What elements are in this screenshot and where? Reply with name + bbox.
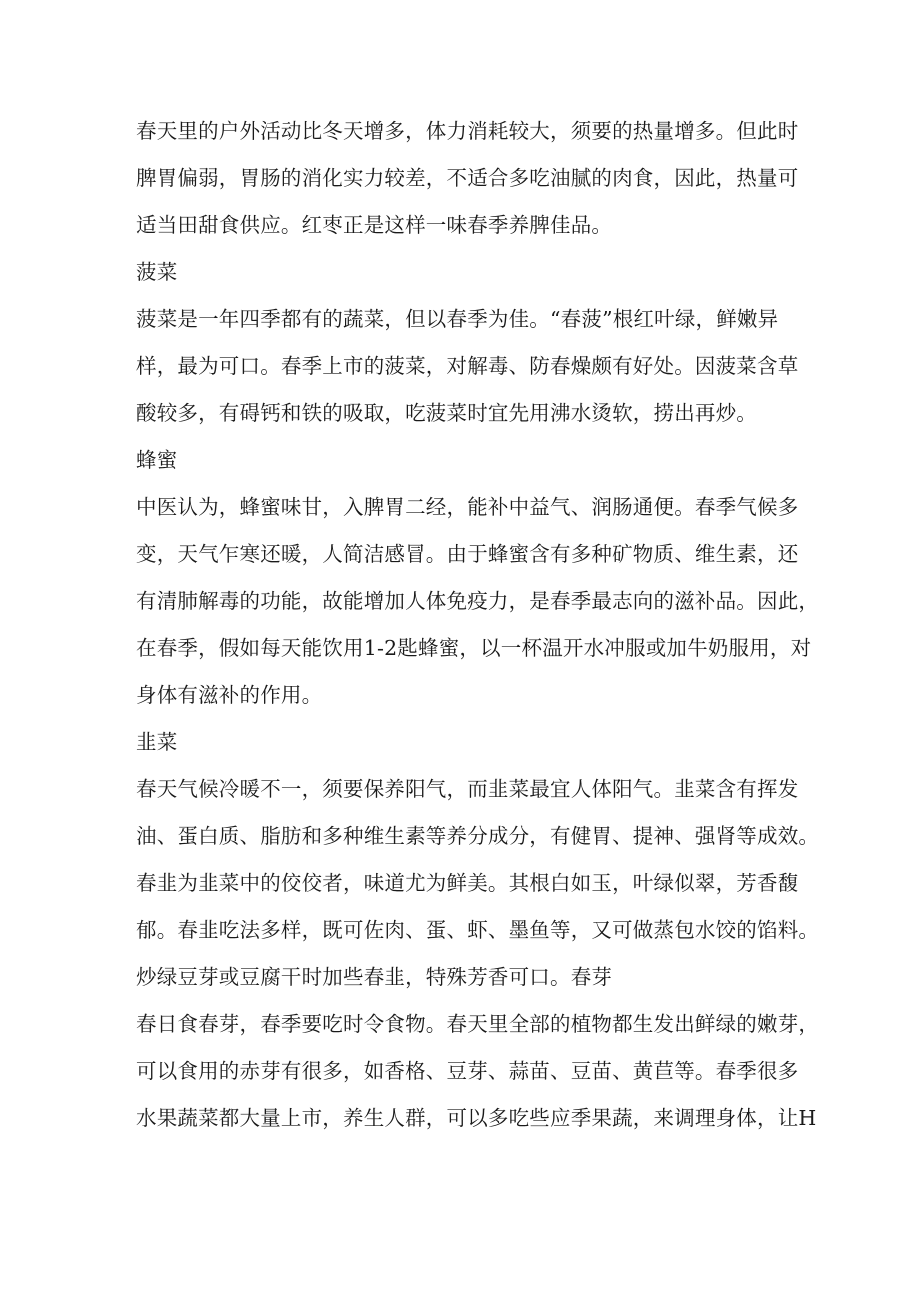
heading-honey: 蜂蜜 xyxy=(136,448,178,472)
text-line: 春韭为韭菜中的佼佼者，味道尤为鲜美。其根白如玉，叶绿似翠，芳香馥 xyxy=(136,871,799,895)
paragraph-intro xyxy=(136,108,799,249)
text-line: 郁。春韭吃法多样，既可佐肉、蛋、虾、墨鱼等，又可做蒸包水饺的馅料。 xyxy=(136,918,820,942)
text-line: 酸较多，有碍钙和铁的吸取，吃菠菜时宜先用沸水烫软，捞出再炒。 xyxy=(136,401,757,425)
paragraph-spinach xyxy=(136,296,799,437)
text-line: 可以食用的赤芽有很多，如香格、豆芽、蒜苗、豆苗、黄苣等。春季很多 xyxy=(136,1059,799,1083)
paragraph-chives xyxy=(136,766,820,1001)
text-line: 春天气候冷暖不一，须要保养阳气，而韭菜最宜人体阳气。韭菜含有挥发 xyxy=(136,777,799,801)
document-body xyxy=(136,108,820,1142)
text-line: 适当田甜食供应。红枣正是这样一味春季养脾佳品。 xyxy=(136,213,613,237)
text-line: 油、蛋白质、脂肪和多种维生素等养分成分，有健胃、提神、强肾等成效。 xyxy=(136,824,820,848)
text-line: 在春季，假如每天能饮用1-2匙蜂蜜，以一杯温开水冲服或加牛奶服用，对 xyxy=(136,636,812,660)
text-line: 有清肺解毒的功能，故能增加人体免疫力，是春季最志向的滋补品。因此， xyxy=(136,589,820,613)
text-line: 春天里的户外活动比冬天增多，体力消耗较大，须要的热量增多。但此时 xyxy=(136,119,799,143)
paragraph-honey xyxy=(136,484,820,719)
paragraph-sprouts xyxy=(136,1001,820,1142)
heading-spinach: 菠菜 xyxy=(136,260,178,284)
text-line: 变，天气乍寒还暖，人简洁感冒。由于蜂蜜含有多种矿物质、维生素，还 xyxy=(136,542,799,566)
text-line: 身体有滋补的作用。 xyxy=(136,683,323,707)
text-line: 春日食春芽，春季要吃时令食物。春天里全部的植物都生发出鲜绿的嫩芽， xyxy=(136,1012,820,1036)
text-line: 中医认为，蜂蜜味甘，入脾胃二经，能补中益气、润肠通便。春季气候多 xyxy=(136,495,799,519)
text-line: 样，最为可口。春季上市的菠菜，对解毒、防春燥颇有好处。因菠菜含草 xyxy=(136,354,799,378)
text-line: 炒绿豆芽或豆腐干时加些春韭，特殊芳香可口。春芽 xyxy=(136,965,613,989)
text-line: 水果蔬菜都大量上市，养生人群，可以多吃些应季果蔬，来调理身体，让H xyxy=(136,1106,817,1130)
text-line: 菠菜是一年四季都有的蔬菜，但以春季为佳。“春菠”根红叶绿，鲜嫩异 xyxy=(136,307,779,331)
text-line: 脾胃偏弱，胃肠的消化实力较差，不适合多吃油腻的肉食，因此，热量可 xyxy=(136,166,799,190)
heading-chives: 韭菜 xyxy=(136,730,178,754)
